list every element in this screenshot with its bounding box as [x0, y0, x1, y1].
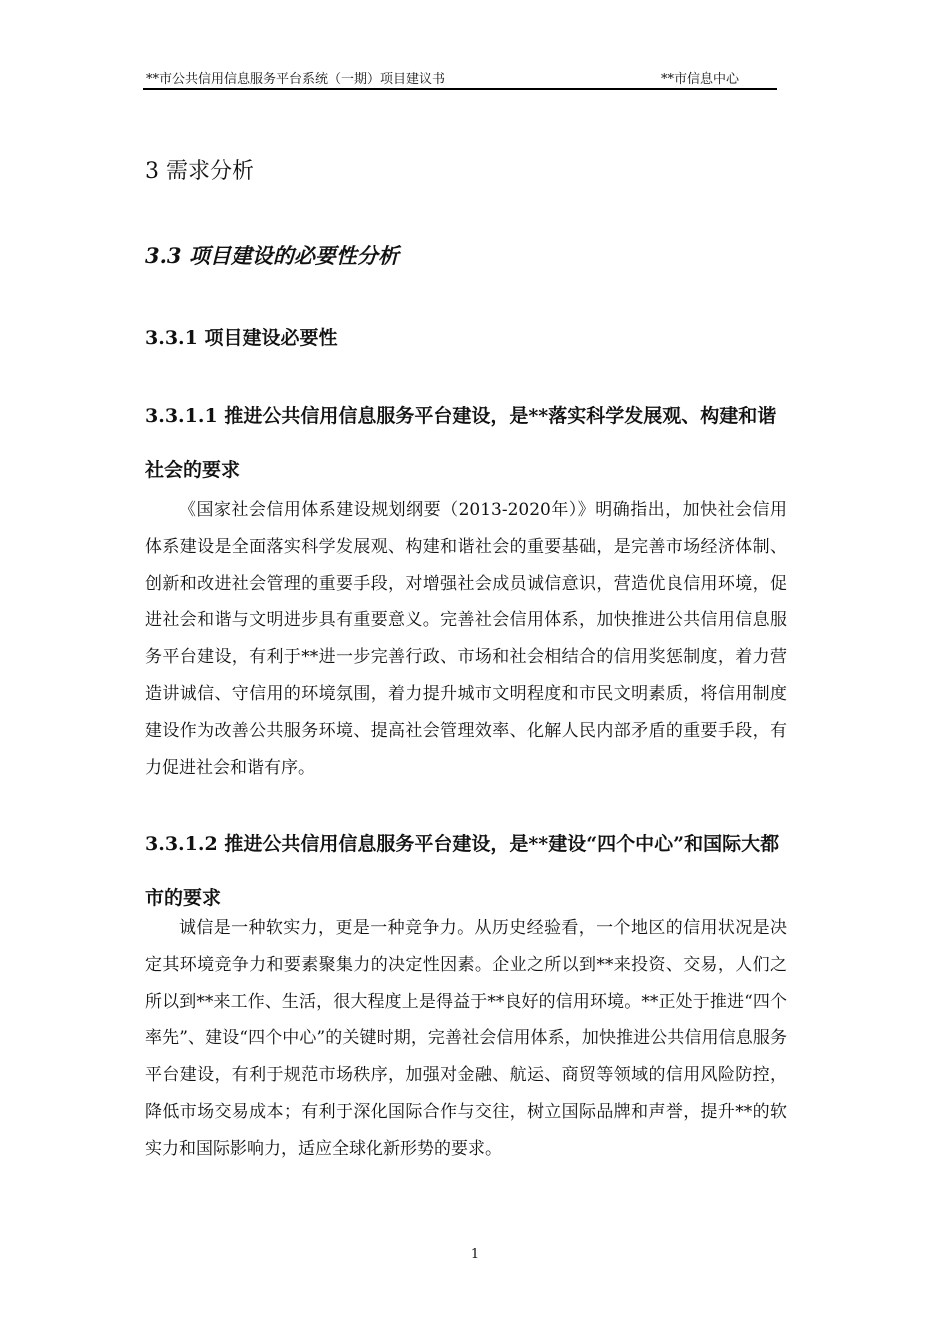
item-paragraph-1: 《国家社会信用体系建设规划纲要（2013-2020年）》明确指出，加快社会信用体系建设是全面落实科学发展观、构建和谐社会的重要基础，是完善市场经济体制、创新和改进社会管理的重要手段，对增强社会成员诚信意识，营造优良信用环境，促进社会和谐与文明进步具有重要意义。完善社会信用体系，加快推进公共信用信息服务平台建设，有利于**进一步完善行政、市场和社会相结合的信用奖惩制度，着力营造讲诚信、守信用的环境氛围，着力提升城市文明程度和市民文明素质，将信用制度建设作为改善公共服务环境、提高社会管理效率、化解人民内部矛盾的重要手段，有力促进社会和谐有序。: [145, 500, 787, 778]
page-header: [143, 66, 777, 90]
chapter-title: 3 需求分析: [145, 159, 254, 184]
item-heading-2: 3.3.1.2 推进公共信用信息服务平台建设，是**建设“四个中心”和国际大都市的要求: [145, 833, 780, 909]
header-document-title: **市公共信用信息服务平台系统（一期）项目建议书: [146, 72, 446, 87]
section-title: 3.3 项目建设的必要性分析: [145, 243, 399, 268]
item-heading-1: 3.3.1.1 推进公共信用信息服务平台建设，是**落实科学发展观、构建和谐社会的要求: [145, 405, 777, 481]
page-number: 1: [470, 1247, 480, 1262]
subsection-title: 3.3.1 项目建设必要性: [145, 327, 338, 349]
header-organization: **市信息中心: [661, 72, 740, 87]
item-paragraph-2: 诚信是一种软实力，更是一种竞争力。从历史经验看，一个地区的信用状况是决定其环境竞争力和要素聚集力的决定性因素。企业之所以到**来投资、交易，人们之所以到**来工作、生活，很大程度上是得益于**良好的信用环境。**正处于推进“四个率先”、建设“四个中心”的关键时期，完善社会信用体系，加快推进公共信用信息服务平台建设，有利于规范市场秩序，加强对金融、航运、商贸等领域的信用风险防控，降低市场交易成本；有利于深化国际合作与交往，树立国际品牌和声誉，提升**的软实力和国际影响力，适应全球化新形势的要求。: [145, 918, 787, 1159]
